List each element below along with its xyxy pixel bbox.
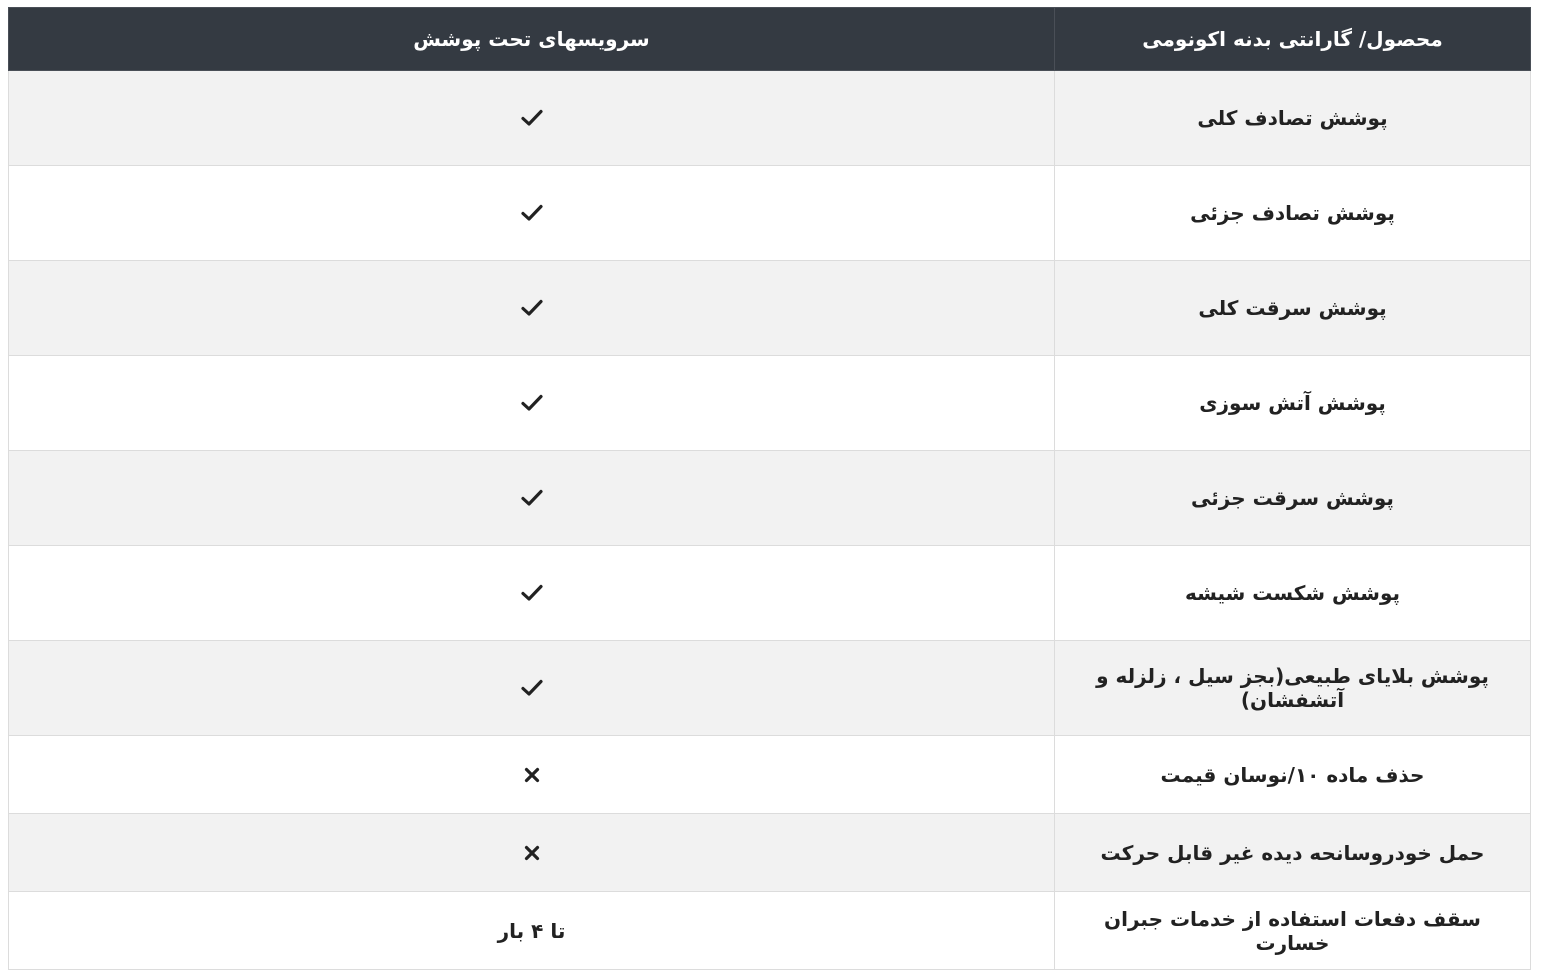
status-cell [9, 356, 1055, 451]
check-icon [21, 299, 1042, 317]
table-row [9, 356, 1531, 451]
check-icon [21, 584, 1042, 602]
table-body [9, 71, 1531, 970]
feature-cell: پوشش سرقت جزئی [1055, 451, 1531, 546]
table-row [9, 546, 1531, 641]
check-icon [21, 109, 1042, 127]
table-row [9, 892, 1531, 970]
header-feature: محصول/ گارانتی بدنه اکونومی [1055, 8, 1531, 71]
status-cell [9, 71, 1055, 166]
feature-cell: سقف دفعات استفاده از خدمات جبران خسارت [1055, 892, 1531, 970]
table-row [9, 814, 1531, 892]
check-icon [21, 489, 1042, 507]
status-cell [9, 546, 1055, 641]
table-row [9, 261, 1531, 356]
table-row [9, 166, 1531, 261]
table-row [9, 451, 1531, 546]
feature-cell: پوشش آتش سوزی [1055, 356, 1531, 451]
table-row [9, 641, 1531, 736]
coverage-table [8, 7, 1531, 970]
feature-cell: پوشش تصادف جزئی [1055, 166, 1531, 261]
feature-cell: پوشش سرقت کلی [1055, 261, 1531, 356]
check-icon [21, 204, 1042, 222]
status-cell [9, 892, 1055, 970]
feature-cell: حذف ماده ۱۰/نوسان قیمت [1055, 736, 1531, 814]
cross-icon [21, 767, 1042, 783]
table-header-row [9, 8, 1531, 71]
status-cell [9, 261, 1055, 356]
feature-cell: حمل خودروسانحه دیده غیر قابل حرکت [1055, 814, 1531, 892]
table-row [9, 736, 1531, 814]
status-cell [9, 641, 1055, 736]
status-cell [9, 166, 1055, 261]
usage-limit-text: تا ۴ بار [497, 918, 566, 943]
table-row [9, 71, 1531, 166]
status-cell [9, 736, 1055, 814]
feature-cell: پوشش شکست شیشه [1055, 546, 1531, 641]
check-icon [21, 394, 1042, 412]
feature-cell: پوشش تصادف کلی [1055, 71, 1531, 166]
status-cell [9, 451, 1055, 546]
feature-cell: پوشش بلایای طبیعی(بجز سیل ، زلزله و آتشفشان) [1055, 641, 1531, 736]
check-icon [21, 679, 1042, 697]
status-cell [9, 814, 1055, 892]
header-status: سرویسهای تحت پوشش [9, 8, 1055, 71]
coverage-table-container [8, 7, 1530, 970]
cross-icon [21, 845, 1042, 861]
